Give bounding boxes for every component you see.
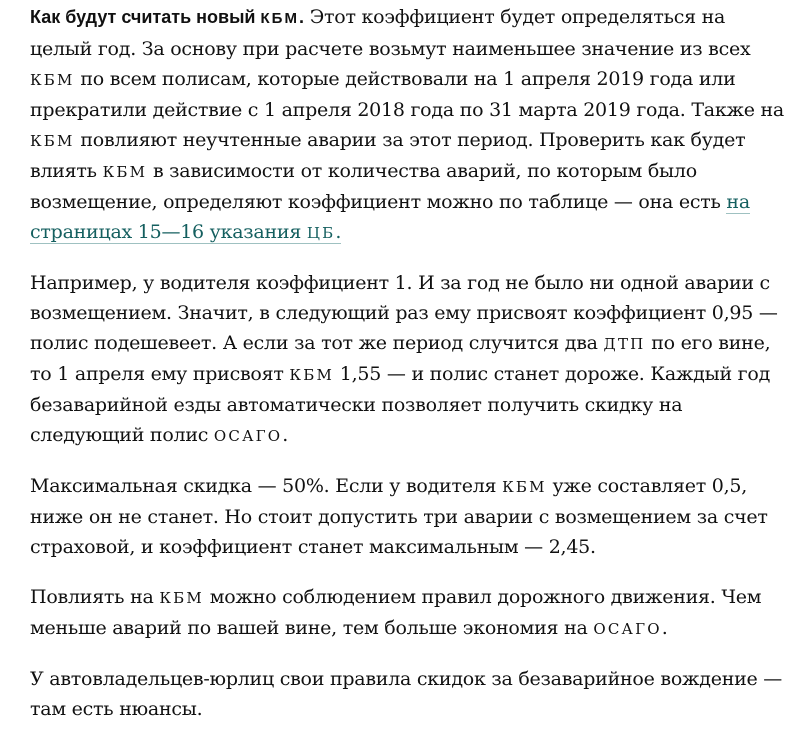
abbr-kbm: КБМ [260,10,299,27]
paragraph-text: Этот коэффициент будет определяться на целый год. За основу при расчете возьмут наименьшее значение из всех [30,6,751,60]
paragraph-text: . [661,617,668,639]
paragraph-text: повлияют неучтенные аварии за этот период. Проверить как будет влиять [30,129,746,182]
paragraph-legal-entities [30,664,785,724]
abbr-kbm: КБМ [30,71,75,89]
abbr-kbm: КБМ [159,589,204,607]
abbr-kbm: КБМ [502,478,547,496]
abbr-osago: ОСАГО [593,620,662,638]
paragraph-text: Максимальная скидка — 50%. Если у водителя [30,475,503,497]
paragraph-text: уже составляет 0,5, ниже он не станет. Но стоит допустить три аварии с возмещением за счет страховой, и коэффициент станет максимальным — 2,45. [30,475,768,558]
article-body [30,2,785,744]
paragraph-example [30,268,785,451]
paragraph-text: . [282,424,289,446]
paragraph-text: по его вине, то 1 апреля ему присвоят [30,332,771,385]
lead-heading [30,7,304,27]
paragraph-text: по всем полисам, которые действовали на 1 апреля 2019 года или прекратили действие с 1 апреля 2018 года по 31 марта 2019 года. Также на [30,68,784,121]
abbr-dtp: ДТП [603,335,646,353]
paragraph-new-kbm [30,2,785,248]
cb-instruction-link-period: . [335,221,342,243]
paragraph-text: У автовладельцев-юрлиц свои правила скидок за безаварийное вождение — там есть нюансы. [30,668,783,720]
abbr-kbm: КБМ [289,366,335,384]
abbr-kbm: КБМ [102,163,148,181]
lead-heading-text: Как будут считать новый [30,7,261,27]
lead-heading-period: . [298,7,304,27]
abbr-kbm: КБМ [30,132,75,150]
cb-instruction-link-text: на страницах 15—16 указания [30,191,750,243]
paragraph-text: в зависимости от количества аварий, по которым было возмещение, определяют коэффициент можно по таблице — она есть [30,160,727,213]
paragraph-text: Повлиять на [30,586,160,608]
abbr-cb: ЦБ [306,224,336,242]
paragraph-max-discount [30,471,785,562]
paragraph-text: можно соблюдением правил дорожного движения. Чем меньше аварий по вашей вине, тем больше экономия на [30,586,762,639]
abbr-osago: ОСАГО [213,427,283,445]
paragraph-influence [30,582,785,644]
paragraph-text: 1,55 — и полис станет дороже. Каждый год безаварийной езды автоматически позволяет получить скидку на следующий полис [30,363,771,446]
paragraph-text: Например, у водителя коэффициент 1. И за год не было ни одной аварии с возмещением. Значит, в следующий раз ему присвоят коэффициент 0,95 — полис подешевеет. А если за тот же период случится два [30,272,778,354]
